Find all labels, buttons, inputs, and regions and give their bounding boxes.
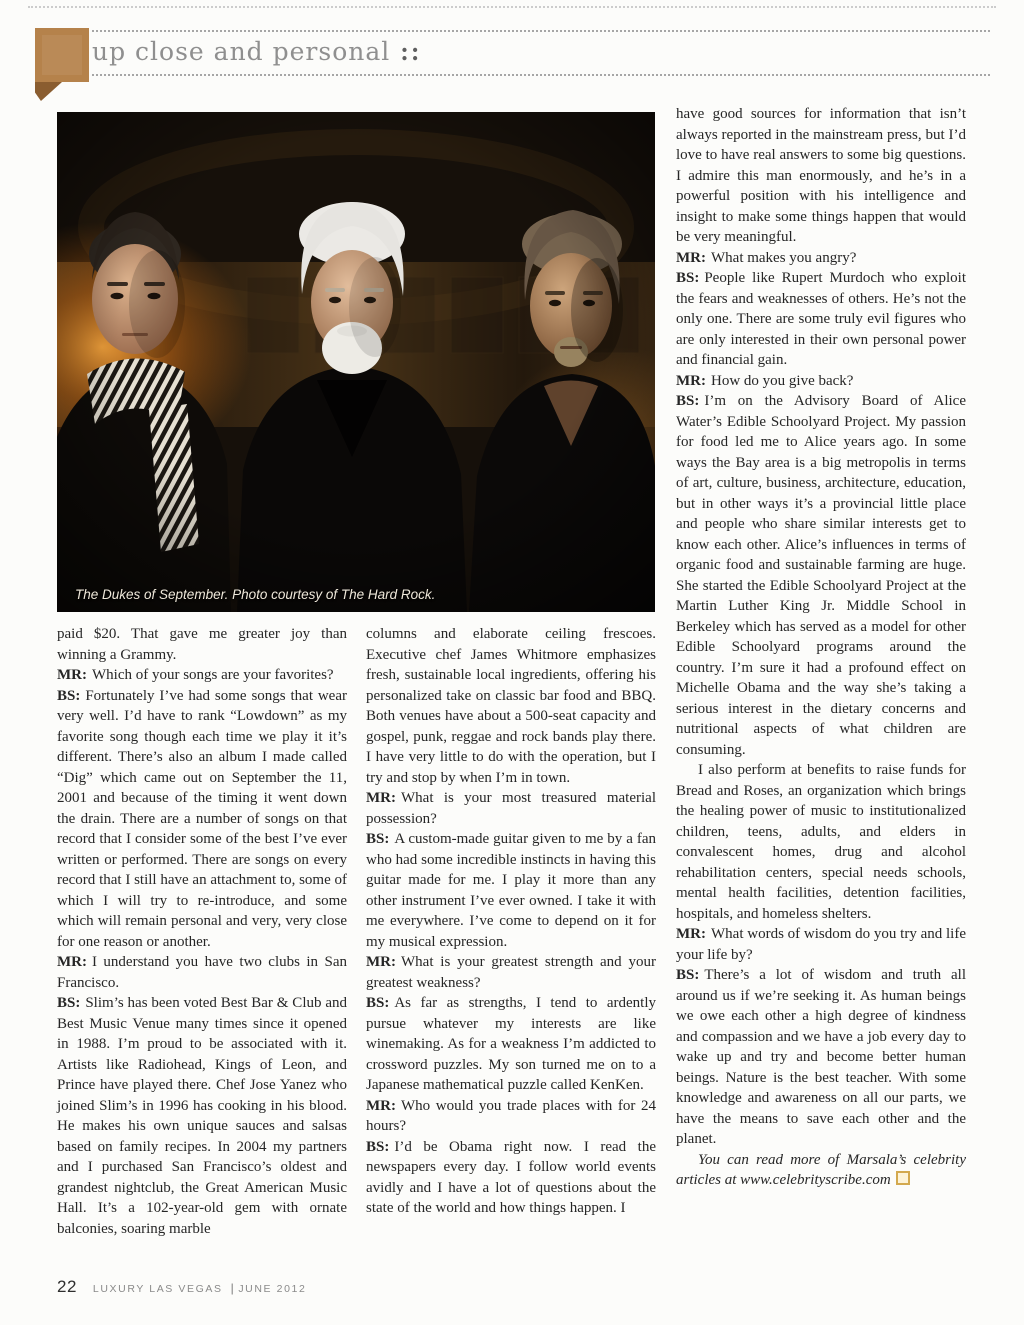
paragraph-text: What is your most treasured material possession? (366, 790, 656, 827)
paragraph (676, 391, 966, 760)
end-of-article-icon (896, 1171, 910, 1185)
paragraph (676, 760, 966, 924)
paragraph (676, 371, 966, 392)
closing-note-text: You can read more of Marsala’s celebrity articles at www.celebrityscribe.com (676, 1151, 966, 1188)
speaker-label: BS: (366, 831, 390, 847)
paragraph (676, 248, 966, 269)
paragraph (366, 829, 656, 952)
article-column-2 (366, 624, 656, 1219)
speech-bubble-icon (35, 28, 89, 82)
paragraph (676, 924, 966, 965)
paragraph (366, 624, 656, 788)
paragraph-text: How do you give back? (711, 372, 854, 389)
paragraph-text: Fortunately I’ve had some songs that wear very well. I’d have to rank “Lowdown” as my favorite song though each time we play it it’s different. There’s also an album I made called “Dig” which came out on September the 11, 2001 and because of the timing it went down the drain. There are a number of songs on that record that I consider some of the best I’ve ever written or performed. There are songs on every record that I still have an attachment to, some of which I will try to re-introduce, and some which will remain personal and very, very close for one reason or another. (57, 687, 347, 950)
speaker-label: BS: (366, 995, 390, 1011)
speaker-label: MR: (57, 954, 87, 970)
paragraph-text: What makes you angry? (711, 249, 857, 266)
paragraph (57, 624, 347, 665)
speaker-label: BS: (676, 967, 700, 983)
paragraph-text: A custom-made guitar given to me by a fan who had some incredible instincts in having this guitar made for me. I play it more than any other instrument I’ve ever owned. I take it with me everywhere. I’ve come to depend on it for my musical expression. (366, 831, 656, 950)
paragraph (366, 1096, 656, 1137)
speaker-label: MR: (366, 790, 396, 806)
band-photo (57, 112, 655, 612)
section-title-suffix: :: (400, 37, 422, 66)
section-header (92, 30, 990, 76)
paragraph-text: columns and elaborate ceiling frescoes. Executive chef James Whitmore emphasizes fresh, sustainable local ingredients, offering his personalized take on classic bar food and BBQ. Both venues have about a 500-seat capacity and gospel, punk, reggae and rock bands play there. I have very little to do with the operation, but I try and stop by when I’m in town. (366, 626, 656, 786)
paragraph (676, 104, 966, 248)
paragraph (57, 665, 347, 686)
page-number: 22 (57, 1277, 77, 1296)
paragraph (57, 993, 347, 1239)
speaker-label: BS: (57, 687, 81, 704)
speaker-label: BS: (366, 1138, 390, 1155)
article-column-1 (57, 624, 347, 1239)
magazine-name: LUXURY LAS VEGAS (92, 1283, 223, 1295)
speaker-label: MR: (676, 249, 706, 266)
speaker-label: BS: (57, 995, 81, 1011)
paragraph-text: Who would you trade places with for 24 hours? (366, 1097, 656, 1134)
paragraph-text: As far as strengths, I tend to ardently pursue whatever my interests are like winemaking. As for a weakness I’m addicted to crossword puzzles. My son turned me on to a Japanese mathematical puzzle called KenKen. (366, 995, 656, 1093)
issue-date: JUNE 2012 (238, 1283, 307, 1295)
speaker-label: BS: (676, 393, 700, 409)
footer-separator: | (230, 1281, 236, 1295)
paragraph-text: I’m on the Advisory Board of Alice Water’s Edible Schoolyard Project. My passion for food led me to Alice years ago. In some ways the Bay area is a big metropolis in terms of art, culture, business, architecture, education, but in other ways it’s a provincial little place and people who share similar interests get to know each other. Alice’s influences in terms of organic food and sustainable farming are huge. She started the Edible Schoolyard Project at the Martin Luther King Jr. Middle School in Berkeley which has served as a model for other Edible Schoolyard programs around the country. I’m sure it had a profound effect on Michelle Obama and the way she’s taking a serious interest in the dietary concerns and nutritional aspects of what children are consuming. (676, 393, 966, 758)
speaker-label: MR: (366, 1097, 396, 1114)
speaker-label: MR: (366, 954, 396, 970)
speaker-label: MR: (676, 926, 706, 942)
photo-caption: The Dukes of September. Photo courtesy of The Hard Rock. (75, 587, 436, 602)
closing-note (676, 1150, 966, 1191)
section-title: up close and personal (92, 37, 391, 66)
page-footer (57, 1277, 306, 1297)
paragraph (366, 788, 656, 829)
paragraph (366, 1137, 656, 1219)
article-column-3 (676, 104, 966, 1191)
speech-bubble-tail-icon (35, 82, 62, 101)
paragraph (57, 686, 347, 953)
paragraph-text: Slim’s has been voted Best Bar & Club and Best Music Venue many times since it opened in 1988. I’m proud to be associated with it. Artists like Radiohead, Kings of Leon, and Prince have played there. Chef Jose Yanez who joined Slim’s in 1996 has cooking in his blood. He makes his own unique sauces and salsas based on family recipes. In 2004 my partners and I purchased San Francisco’s oldest and grandest nightclub, the Great American Music Hall. It’s a 102-year-old gem with ornate balconies, soaring marble (57, 995, 347, 1237)
paragraph-text: have good sources for information that isn’t always reported in the mainstream press, but I’d love to have real answers to some big questions. I admire this man enormously, and he’s in a powerful position with his intelligence and insight to make some things happen that would be very meaningful. (676, 106, 966, 245)
speech-bubble-inner (42, 35, 82, 75)
paragraph-text: Which of your songs are your favorites? (92, 667, 334, 683)
paragraph-text: I understand you have two clubs in San Francisco. (57, 954, 347, 991)
paragraph (366, 993, 656, 1096)
paragraph (676, 268, 966, 371)
band-photo-illustration (57, 112, 655, 612)
paragraph-text: I’d be Obama right now. I read the newspapers every day. I follow world events avidly and I have a lot of questions about the state of the world and how things happen. I (366, 1138, 656, 1216)
paragraph-text: There’s a lot of wisdom and truth all around us if we’re seeking it. As human beings we owe each other a high degree of kindness and compassion and we have a job every day to wake up and try and become better human beings. Nature is the best teacher. With some knowledge and awareness on all our parts, we have the means to save each other and the planet. (676, 967, 966, 1147)
paragraph (57, 952, 347, 993)
speaker-label: MR: (676, 372, 706, 389)
top-dotted-rule (28, 6, 996, 8)
paragraph (676, 965, 966, 1150)
speaker-label: MR: (57, 667, 87, 683)
paragraph-text: People like Rupert Murdoch who exploit the fears and weaknesses of others. He’s not the only one. There are some truly evil figures who are only interested in their own personal power and financial gain. (676, 270, 966, 368)
speaker-label: BS: (676, 270, 700, 286)
paragraph-text: What words of wisdom do you try and life your life by? (676, 926, 966, 963)
paragraph-text: What is your greatest strength and your greatest weakness? (366, 954, 656, 991)
paragraph (366, 952, 656, 993)
paragraph-text: I also perform at benefits to raise funds for Bread and Roses, an organization which brings the healing power of music to institutionalized children, teens, adults, and elders in convalescent homes, drug and alcohol rehabilitation centers, special needs schools, mental health facilities, detention facilities, hospitals, and homeless shelters. (676, 762, 966, 922)
paragraph-text: paid $20. That gave me greater joy than winning a Grammy. (57, 626, 347, 663)
